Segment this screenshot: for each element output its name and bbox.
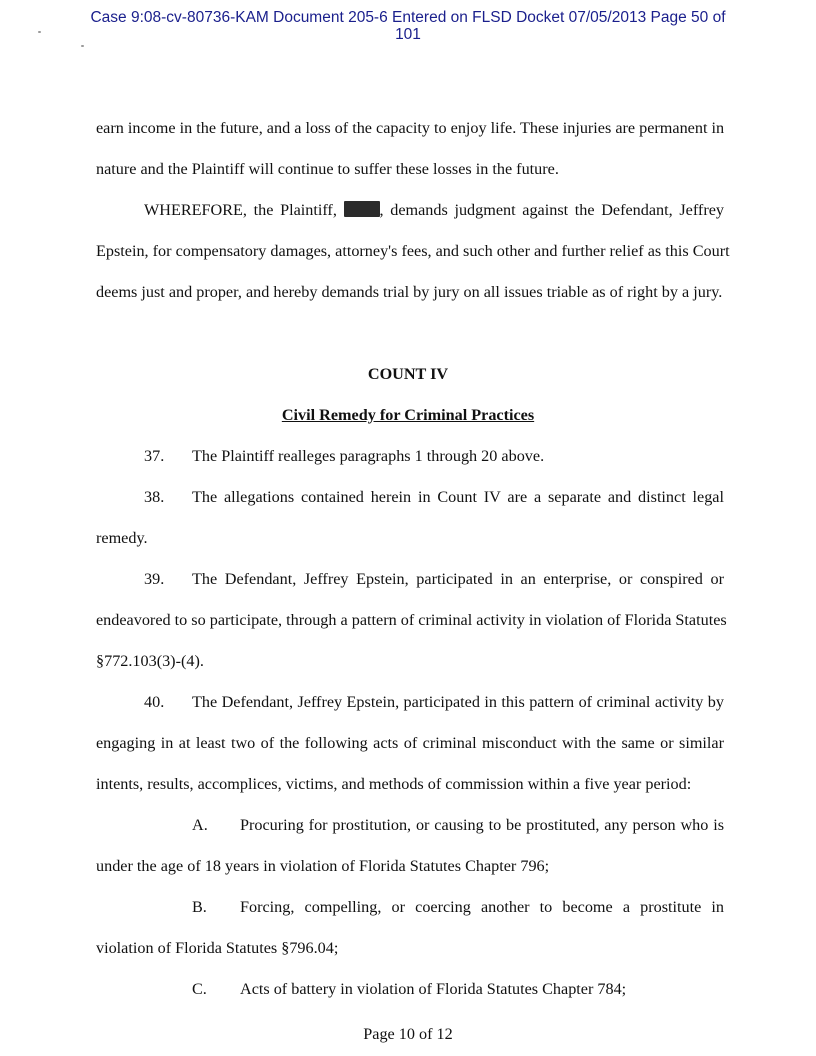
item-text: Acts of battery in violation of Florida Statutes Chapter 784;: [240, 980, 627, 998]
docket-header-line2: 101: [395, 26, 421, 43]
item-b-line-1: [192, 897, 724, 917]
paragraph-39-line-1: [144, 569, 724, 589]
paragraph-38-line-2: remedy.: [96, 529, 148, 547]
wherefore-lead: WHEREFORE, the Plaintiff,: [144, 201, 337, 219]
paragraph-38-line-1: [144, 487, 724, 507]
paragraph-text: The Defendant, Jeffrey Epstein, participated in this pattern of criminal activity by: [192, 693, 724, 711]
item-b-line-2: violation of Florida Statutes §796.04;: [96, 939, 339, 957]
item-c-line-1: [192, 979, 626, 999]
paragraph-number: 38.: [144, 488, 165, 506]
count-subtitle: Civil Remedy for Criminal Practices: [281, 406, 535, 424]
paragraph-text: The allegations contained herein in Count IV are a separate and distinct legal: [192, 488, 724, 506]
page-footer: Page 10 of 12: [363, 1025, 453, 1043]
item-letter: C.: [192, 980, 207, 998]
item-letter: A.: [192, 816, 208, 834]
item-a-line-2: under the age of 18 years in violation of Florida Statutes Chapter 796;: [96, 857, 550, 875]
item-a-line-1: [192, 815, 724, 835]
wherefore-after-redaction: , demands judgment against the Defendant, Jeffrey: [379, 201, 724, 219]
paragraph-40-line-2: engaging in at least two of the following acts of criminal misconduct with the same or similar: [96, 734, 724, 752]
item-letter: B.: [192, 898, 207, 916]
paragraph-39-line-2: endeavored to so participate, through a pattern of criminal activity in violation of Florida Statutes: [96, 611, 727, 629]
paragraph-40-line-1: [144, 692, 724, 712]
paragraph-text: The Defendant, Jeffrey Epstein, participated in an enterprise, or conspired or: [192, 570, 724, 588]
paragraph-39-line-3: §772.103(3)-(4).: [96, 652, 204, 670]
wherefore-line-3: deems just and proper, and hereby demands trial by jury on all issues triable as of right by a jury.: [96, 283, 723, 301]
continuation-line-1: earn income in the future, and a loss of the capacity to enjoy life. These injuries are permanent in: [96, 119, 725, 137]
count-title: COUNT IV: [367, 365, 449, 383]
wherefore-line-1: [144, 200, 724, 220]
paragraph-number: 40.: [144, 693, 165, 711]
paragraph-40-line-3: intents, results, accomplices, victims, and methods of commission within a five year period:: [96, 775, 692, 793]
continuation-line-2: nature and the Plaintiff will continue to suffer these losses in the future.: [96, 160, 559, 178]
item-text: Procuring for prostitution, or causing to be prostituted, any person who is: [240, 816, 724, 834]
paragraph-number: 37.: [144, 447, 165, 465]
docket-header-line1: Case 9:08-cv-80736-KAM Document 205-6 Entered on FLSD Docket 07/05/2013 Page 50 of: [90, 9, 726, 26]
redaction-box: [344, 201, 380, 217]
paragraph-37: [144, 446, 544, 466]
item-text: Forcing, compelling, or coercing another to become a prostitute in: [240, 898, 724, 916]
wherefore-line-2: Epstein, for compensatory damages, attorney's fees, and such other and further relief as this Court: [96, 242, 730, 260]
paragraph-text: The Plaintiff realleges paragraphs 1 through 20 above.: [192, 447, 545, 465]
paragraph-number: 39.: [144, 570, 165, 588]
